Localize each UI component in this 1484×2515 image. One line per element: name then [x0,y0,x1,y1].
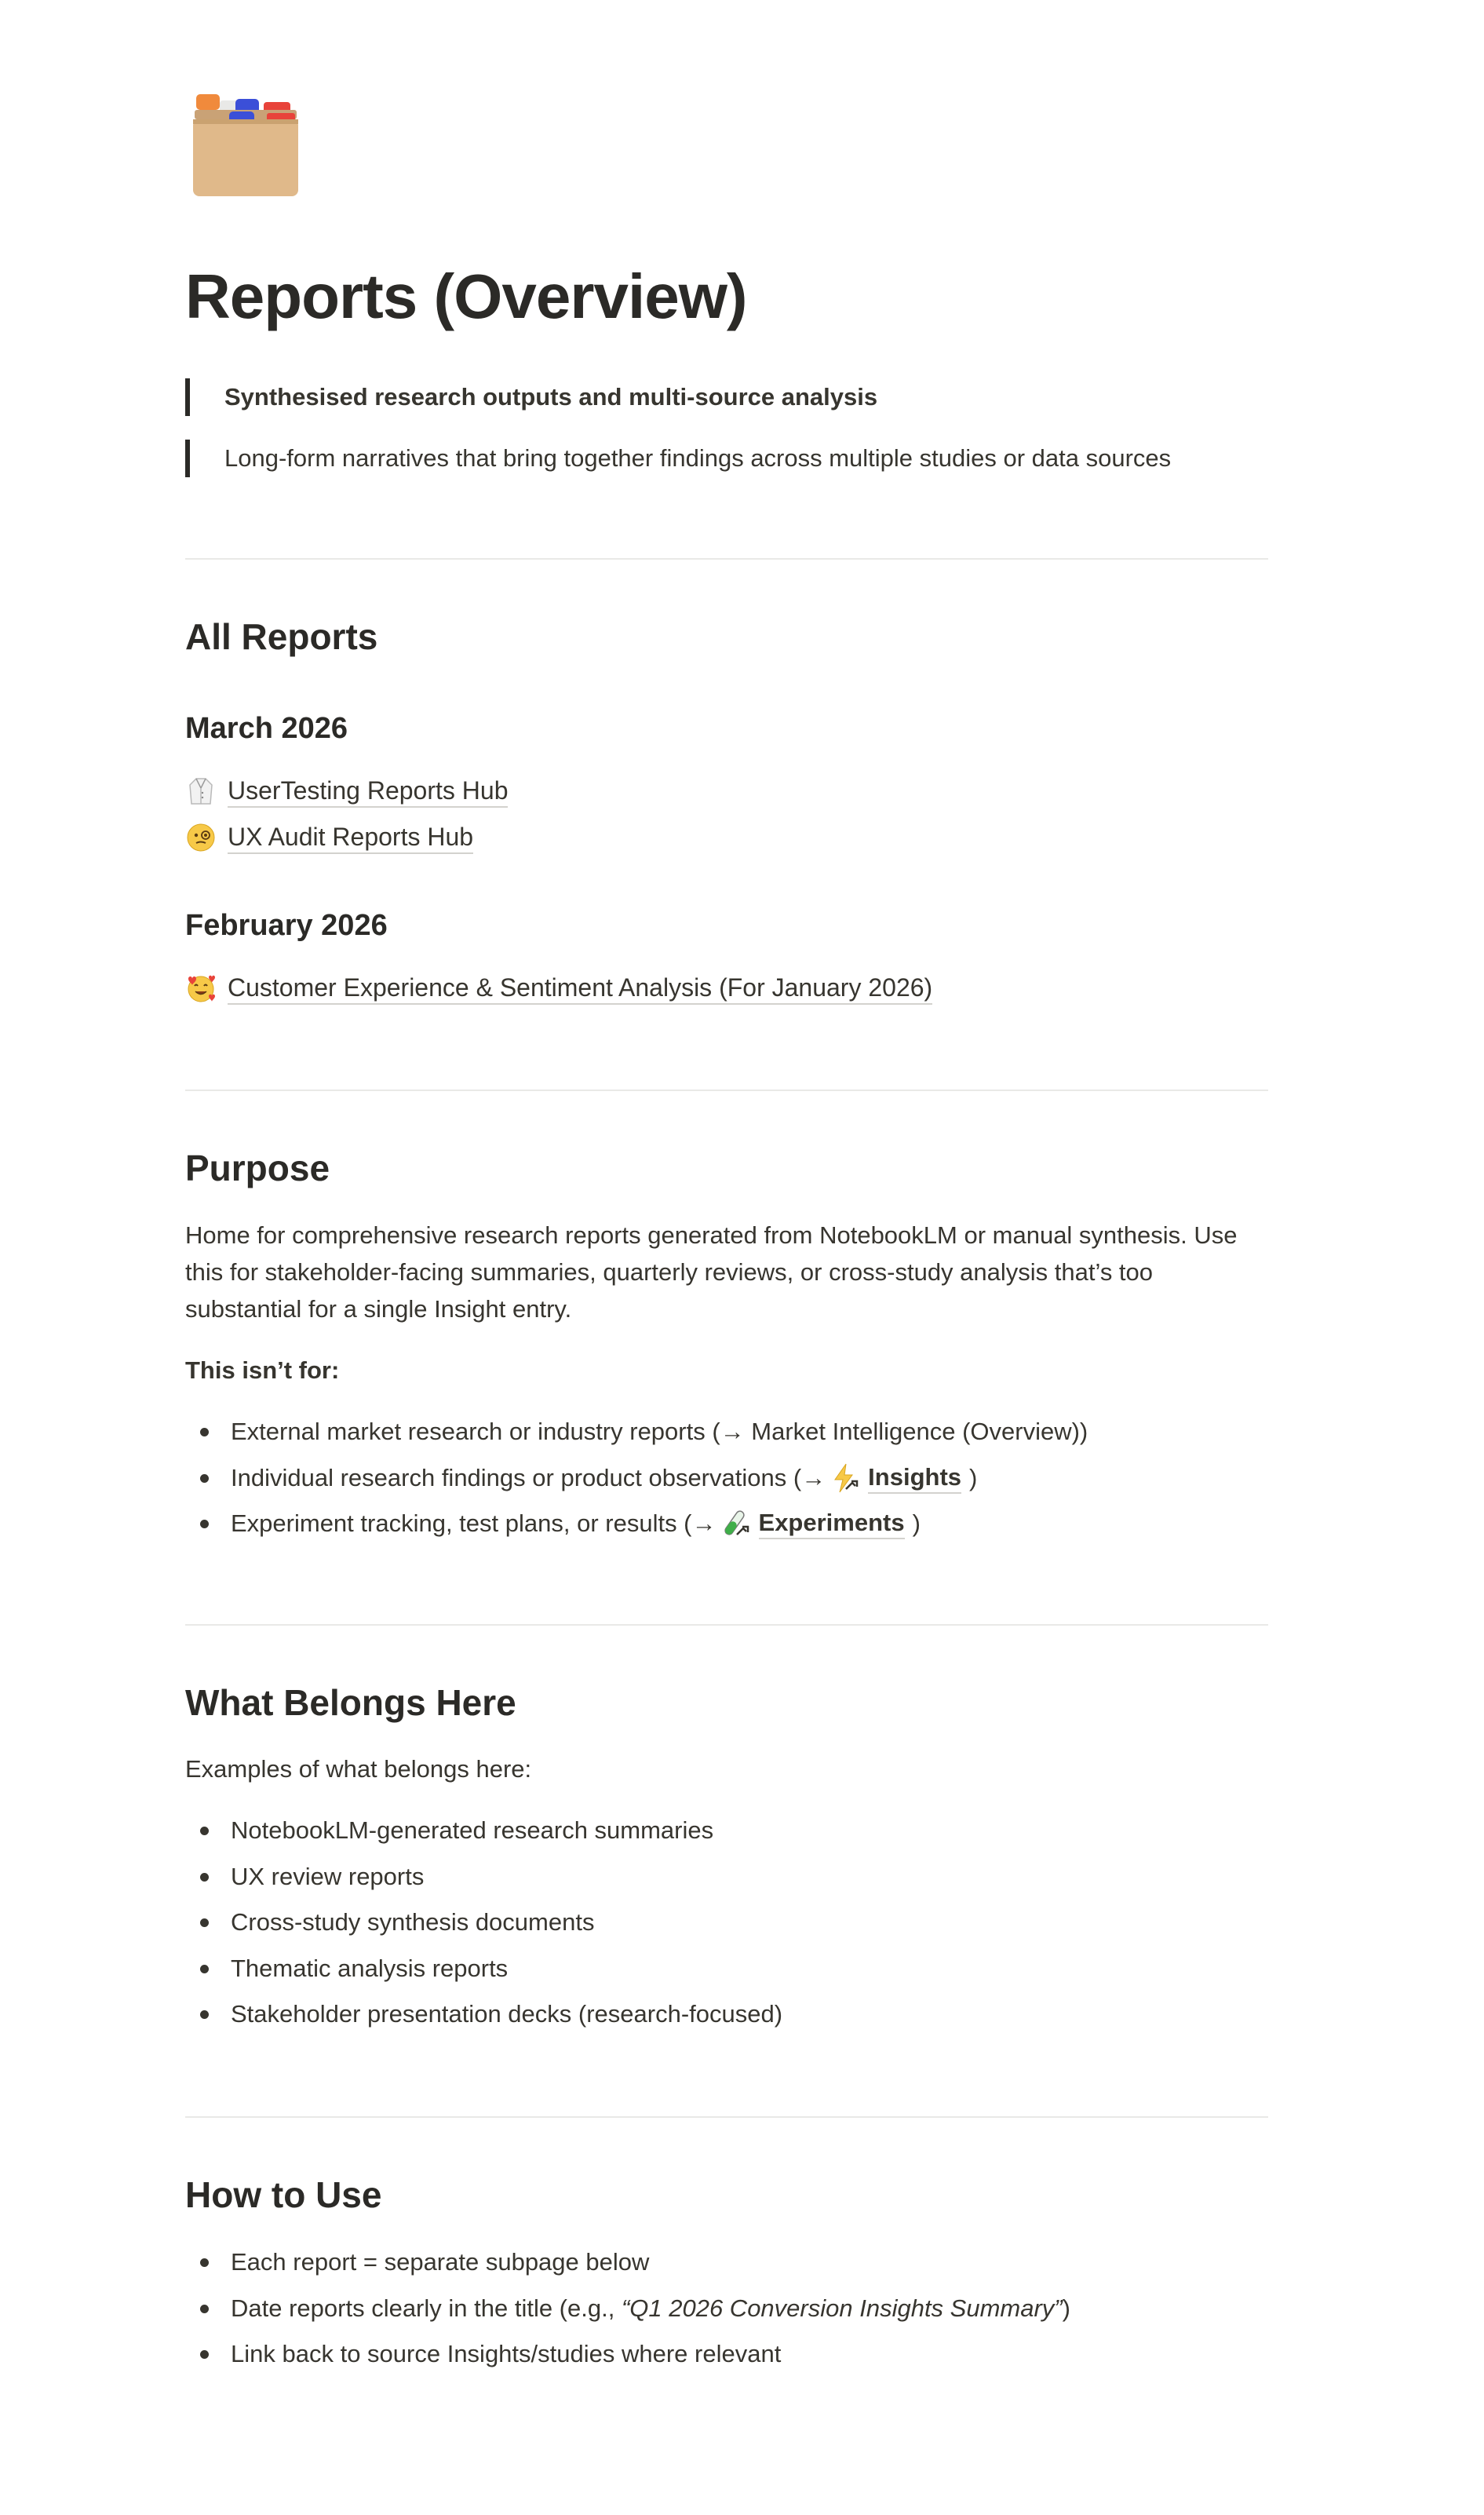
list-item-prefix: Individual research findings or product observations (→ [231,1463,826,1491]
how-to-use-list [185,2239,1070,2378]
bullet-dot [200,2258,209,2267]
belongs-intro: Examples of what belongs here: [185,1755,532,1783]
list-item-text: Link back to source Insights/studies where relevant [231,2340,782,2367]
report-link-label[interactable]: UX Audit Reports Hub [228,821,473,854]
callout-quote-description [185,440,1171,477]
how-to-use-heading: How to Use [185,2174,382,2215]
list-item [185,1501,1088,1547]
divider [185,558,1268,560]
bullet-dot [200,1873,209,1882]
zap-trend-icon [829,1462,860,1494]
list-item-text: Each report = separate subpage below [231,2248,650,2276]
list-item [185,2239,1070,2286]
monocle-face-icon [185,822,217,853]
bullet-dot [200,1827,209,1835]
what-belongs-heading: What Belongs Here [185,1682,516,1723]
list-item [185,2286,1070,2332]
report-link-ux-audit[interactable] [185,817,473,858]
divider [185,2116,1268,2118]
bullet-dot [200,2010,209,2019]
divider [185,1624,1268,1626]
bullet-dot [200,1520,209,1528]
report-link-usertesting[interactable] [185,771,508,812]
bullet-dot [200,1474,209,1483]
lab-coat-icon [185,776,217,807]
bullet-dot [200,1918,209,1927]
bullet-dot [200,2350,209,2359]
callout-quote-subtitle [185,378,877,416]
list-item [185,1854,782,1900]
purpose-body: Home for comprehensive research reports generated from NotebookLM or manual synthesis. Use this for stakeholder-facing summaries, quarterly reviews, or cross-study analysis that’s too substantial for a single Insight entry. [185,1221,1238,1323]
list-item [185,1991,782,2038]
list-item-text: External market research or industry reports (→ Market Intelligence (Overview)) [231,1418,1088,1445]
list-item [185,1946,782,1992]
list-item-suffix: ) [969,1463,978,1491]
test-tube-trend-icon [720,1508,751,1539]
bullet-dot [200,1965,209,1973]
not-for-label: This isn’t for: [185,1356,340,1384]
quote-text: Long-form narratives that bring together findings across multiple studies or data sources [224,444,1172,472]
list-item [185,1409,1088,1455]
month-heading-february: February 2026 [185,909,388,942]
experiments-link[interactable]: Experiments [759,1508,905,1539]
list-item-text: UX review reports [231,1862,425,1890]
report-link-customer-experience[interactable] [185,968,932,1009]
belongs-list [185,1808,782,2038]
list-item [185,2331,1070,2378]
quote-text: Synthesised research outputs and multi-source analysis [224,383,878,411]
list-item-prefix: Experiment tracking, test plans, or results (→ [231,1509,716,1537]
not-for-list [185,1409,1088,1547]
report-link-label[interactable]: Customer Experience & Sentiment Analysis (For January 2026) [228,972,932,1005]
list-item-text: NotebookLM-generated research summaries [231,1816,714,1844]
page-title: Reports (Overview) [185,261,747,331]
list-item [185,1900,782,1946]
card-file-box-icon[interactable] [188,88,303,203]
title-example: “Q1 2026 Conversion Insights Summary” [621,2294,1063,2322]
insights-link[interactable]: Insights [868,1462,961,1494]
report-link-label[interactable]: UserTesting Reports Hub [228,775,508,808]
list-item [185,1808,782,1854]
all-reports-heading: All Reports [185,616,378,657]
list-item-text: Thematic analysis reports [231,1954,509,1982]
list-item [185,1455,1088,1502]
divider [185,1090,1268,1091]
list-item-text: Stakeholder presentation decks (research-focused) [231,2000,783,2028]
bullet-dot [200,1428,209,1436]
purpose-heading: Purpose [185,1148,330,1188]
bullet-dot [200,2305,209,2313]
list-item-suffix: ) [1062,2294,1070,2322]
list-item-text: Cross-study synthesis documents [231,1908,595,1936]
smiling-face-with-hearts-icon [185,973,217,1004]
list-item-suffix: ) [912,1509,921,1537]
list-item-prefix: Date reports clearly in the title (e.g., [231,2294,622,2322]
month-heading-march: March 2026 [185,712,348,745]
